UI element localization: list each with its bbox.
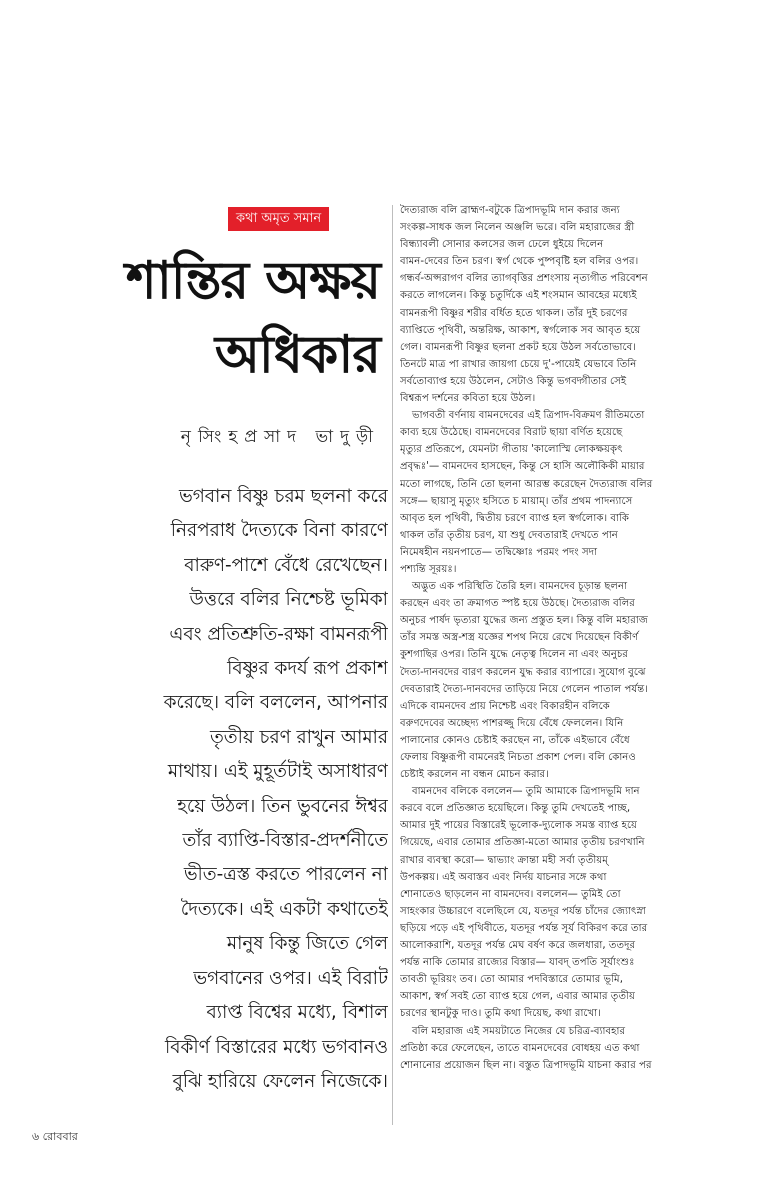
body-line: কুশগাছির ওপর। তিনি যুদ্ধে নেতৃত্ব দিলেন না এবং অনুচর: [400, 649, 629, 661]
column-divider: [392, 205, 393, 1125]
body-line: আকাশ, স্বর্গ সবই তো ব্যাপ্ত হয়ে গেল, এবার আমার তৃতীয়: [400, 991, 635, 1003]
lead-line: বুঝি হারিয়ে ফেলেন নিজেকে।: [172, 1070, 388, 1092]
body-line: সাহংকার উচ্চারণে বলেছিলে যে, যতদূর পর্যন্ত চাঁদের জ্যোৎস্না: [400, 905, 646, 917]
body-line: অনুচর পার্ষদ ভৃত্যরা যুদ্ধের জন্য প্রস্তুত হল। কিন্তু বলি মহারাজ: [400, 615, 648, 627]
title-line-2: অধিকার: [214, 325, 380, 385]
body-line: দৈত্য-দানবদের বারণ করলেন যুদ্ধ করার ব্যাপারে। সুযোগ বুঝে: [400, 666, 646, 678]
body-line: পশ্যন্তি সূরয়ঃ।: [400, 563, 457, 575]
body-line: ভাগবতী বর্ণনায় বামনদেবের এই ত্রিপাদ-বিক্রমণ রীতিমতো: [412, 410, 645, 422]
lead-line: বিষ্ণুর কদর্য রূপ প্রকাশ: [227, 658, 388, 680]
body-line: আলোকরাশি, যতদূর পর্যন্ত মেঘ বর্ষণ করে জলধারা, ততদূর: [400, 940, 636, 952]
body-text-column: [400, 202, 770, 1074]
lead-line: এবং প্রতিশ্রুতি-রক্ষা বামনরূপী: [169, 623, 388, 645]
body-line: বামনদেব বলিকে বললেন— তুমি আমাকে ত্রিপাদভূমি দান: [412, 786, 640, 798]
body-line: শোনানোর প্রয়োজন ছিল না। বস্তুত ত্রিপাদভূমি যাচনা করার পর: [400, 1059, 652, 1071]
lead-line: ব্যাপ্ত বিশ্বের মধ্যে, বিশাল: [206, 1002, 388, 1024]
lead-line: মাথায়। এই মুহূর্তটাই অসাধারণ: [167, 761, 388, 783]
body-line: শোনাতেও ছাড়লেন না বামনদেব। বললেন— তুমিই তো: [400, 888, 621, 900]
body-line: উপকল্পয়। এই অবাস্তব এবং নির্দয় যাচনার সঙ্গে কথা: [400, 871, 607, 883]
body-line: অদ্ভুত এক পরিস্থিতি তৈরি হল। বামনদেব চূড়ান্ত ছলনা: [412, 581, 628, 593]
body-line: প্রতিষ্ঠা করে ফেলেছেন, তাতে বামনদেবের বোধহয় এত কথা: [400, 1042, 640, 1054]
body-line: সর্বতোব্যাপ্ত হয়ে উঠলেন, সেটাও কিন্তু ভগবদ্গীতার সেই: [400, 375, 627, 387]
body-line: ছড়িয়ে পড়ে এই পৃথিবীতে, যতদূর পর্যন্ত সূর্য বিকিরণ করে তার: [400, 922, 648, 934]
body-line: বামন-দেবের তিন চরণ। স্বর্গ থেকে পুষ্পবৃষ্টি হল বলির ওপর।: [400, 256, 639, 268]
body-line: গন্ধর্ব-অপ্সরাগণ বলির ত্যাগবৃত্তির প্রশংসায় নৃত্যগীত পরিবেশন: [400, 273, 648, 285]
lead-line: ভগবান বিষ্ণু চরম ছলনা করে: [179, 486, 388, 507]
body-line: নিমেষহীন নয়নপাতে— তদ্বিষ্ণোঃ পরমং পদং সদা: [400, 546, 598, 558]
lead-line: ভীত-ত্রস্ত করতে পারলেন না: [183, 864, 388, 886]
body-line: গিয়েছে, এবার তোমার প্রতিজ্ঞা-মতো আমার তৃতীয় চরণখানি: [400, 837, 645, 849]
body-line: পালানোর কোনও চেষ্টাই করছেন না, তাঁকে এইভাবে বেঁধে: [400, 734, 630, 746]
body-line: মতো লাগছে, তিনি তো ছলনা আরম্ভ করেছেন দৈত্যরাজ বলির: [400, 478, 653, 490]
lead-line: মানুষ কিন্তু জিতে গেল: [226, 933, 388, 955]
body-line: বিশ্বরূপ দর্শনের কবিতা হয়ে উঠল।: [400, 393, 536, 405]
lead-paragraph: [100, 480, 388, 1099]
body-line: বরুণদেবের অচ্ছেদ্য পাশরজ্জু দিয়ে বেঁধে ফেললেন। যিনি: [400, 717, 624, 729]
title-line-1: শান্তির অক্ষয়: [125, 251, 380, 311]
body-line: থাকল তাঁর তৃতীয় চরণ, যা শুধু দেবতারাই দেখতে পান: [400, 529, 618, 541]
body-line: সঙ্গে— ছায়াসু মৃত্যুং হসিতে চ মায়াম্। তাঁর প্রথম পাদন্যাসে: [400, 495, 633, 507]
body-line: পর্যন্ত নাকি তোমার রাজ্যের বিস্তার— যাবদ্ তপতি সূর্যাংশুঃ: [400, 957, 635, 969]
body-line: ফেলায় বিষ্ণুরূপী বামনেরই নিচতা প্রকাশ পেল। বলি কোনও: [400, 752, 636, 763]
lead-line: উত্তরে বলির নিশ্চেষ্ট ভূমিকা: [189, 589, 388, 611]
body-line: তিনটে মাত্র পা রাখার জায়গা চেয়ে দু'-পায়েই যেভাবে তিনি: [400, 358, 637, 370]
body-line: দৈত্যরাজ বলি ব্রাহ্মণ-বটুকে ত্রিপাদভূমি দান করার জন্য: [400, 205, 620, 216]
body-line: চেষ্টাই করলেন না বন্ধন মোচন করার।: [400, 769, 549, 781]
page-folio: ৬ রোববার: [32, 1130, 78, 1143]
body-line: বিন্ধ্যাবলী সোনার কলসের জল ঢেলে ধুইয়ে দিলেন: [400, 239, 604, 251]
body-line: করবে বলে প্রতিজ্ঞাত হয়েছিলে। কিন্তু তুমি দেখতেই পাচ্ছ,: [400, 803, 631, 815]
lead-line: হয়ে উঠল। তিন ভুবনের ঈশ্বর: [177, 795, 388, 817]
article-title: [70, 244, 380, 392]
lead-line: ভগবানের ওপর। এই বিরাট: [193, 967, 388, 989]
lead-line: করেছে। বলি বললেন, আপনার: [163, 692, 388, 714]
body-line: তাঁর সমস্ত অস্ত্র-শস্ত্র যজ্ঞের শপথ নিয়ে রেখে দিয়েছেন বিকীর্ণ: [400, 632, 639, 644]
lead-line: দৈত্যকে। এই একটা কথাতেই: [180, 898, 388, 920]
body-line: এদিকে বামনদেব প্রায় নিশ্চেষ্ট এবং বিকারহীন বলিকে: [400, 700, 610, 712]
lead-line: তাঁর ব্যাপ্তি-বিস্তার-প্রদর্শনীতে: [182, 830, 388, 852]
body-line: চরণের স্থানটুকু দাও। তুমি কথা দিয়েছ, কথা রাখো।: [400, 1008, 601, 1020]
body-line: প্রবৃদ্ধঃ'— বামনদেব হাসছেন, কিন্তু সে হাসি অলৌকিকী মায়ার: [400, 461, 645, 473]
body-line: দেবতারাই দৈত্য-দানবদের তাড়িয়ে নিয়ে গেলেন পাতাল পর্যন্ত।: [400, 683, 648, 695]
body-line: ব্যাপ্তিতে পৃথিবী, অন্তরিক্ষ, আকাশ, স্বর্গলোক সব আবৃত হয়ে: [400, 324, 641, 336]
body-line: আমার দুই পায়ের বিস্তারেই ভূলোক-দ্যুলোক সমস্ত ব্যাপ্ত হয়ে: [400, 820, 638, 832]
lead-line: বিকীর্ণ বিস্তারের মধ্যে ভগবানও: [164, 1036, 388, 1058]
body-line: বলি মহারাজ এই সময়টাতে নিজের যে চরিত্র-ব্যাবহার: [412, 1025, 626, 1037]
body-line: সংকল্প-সাধক জল নিলেন অঞ্জলি ভরে। বলি মহারাজের স্ত্রী: [400, 222, 635, 234]
body-line: বামনরূপী বিষ্ণুর শরীর বর্ধিত হতে থাকল। তাঁর দুই চরণের: [400, 307, 628, 319]
body-line: গেল। বামনরূপী বিষ্ণুর ছলনা প্রকট হয়ে উঠল সর্বতোভাবে।: [400, 341, 636, 353]
body-line: তাবতী ভূরিয়ং তব। তো আমার পদবিস্তারে তোমার ভূমি,: [400, 974, 623, 986]
body-line: করছেন এবং তা ক্রমাগত স্পষ্ট হয়ে উঠছে। দৈত্যরাজ বলির: [400, 598, 635, 610]
body-line: রাখার ব্যবস্থা করো— দ্বাভ্যাং ক্রান্তা মহী সর্বা তৃতীয়ম্: [400, 854, 608, 866]
lead-line: বারুণ-পাশে বেঁধে রেখেছেন।: [184, 554, 388, 576]
section-tag: কথা অমৃত সমান: [228, 207, 329, 231]
body-line: কাব্য হয়ে উঠেছে। বামনদেবের বিরাট ছায়া বর্ণিত হয়েছে: [400, 427, 623, 439]
author-byline: নৃসিংহপ্রসাদ ভাদুড়ী: [180, 427, 380, 447]
body-line: করতে লাগলেন। কিন্তু চতুর্দিকে এই শংসমান আবহের মধ্যেই: [400, 290, 637, 302]
body-line: আবৃত হল পৃথিবী, দ্বিতীয় চরণে ব্যাপ্ত হল স্বর্গলোক। বাকি: [400, 512, 630, 524]
body-line: মৃত্যুর প্রতিরূপে, যেমনটা গীতায় 'কালোস্মি লোকক্ষয়কৃৎ: [400, 444, 623, 456]
lead-line: তৃতীয় চরণ রাখুন আমার: [209, 726, 388, 748]
lead-line: নিরপরাধ দৈত্যকে বিনা কারণে: [170, 520, 388, 542]
